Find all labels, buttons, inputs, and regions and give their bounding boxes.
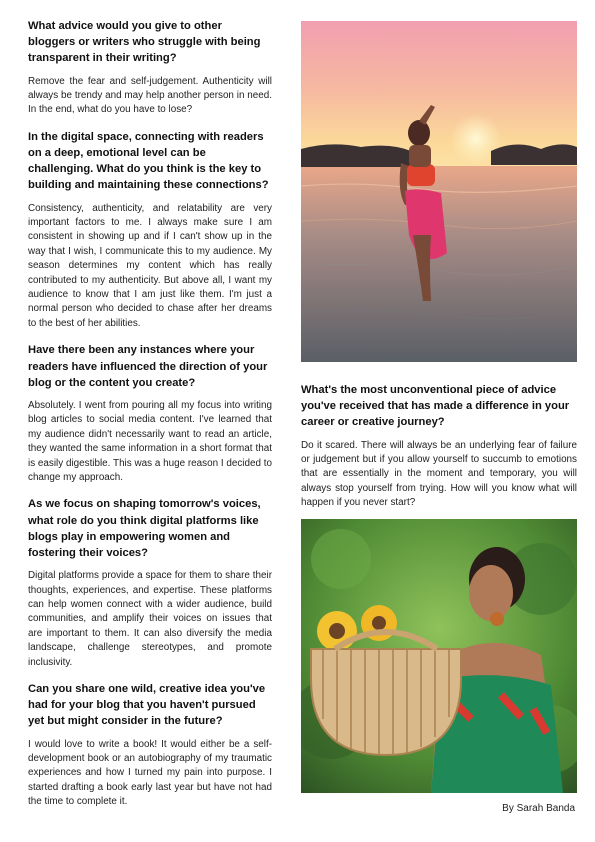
answer-2: Consistency, authenticity, and relatability are very important factors to me. I always make sure I am consistent in showing up and if I can't show up in the way that I wish, I communicate this to my audience. My season determines my content which has really contributed to my authenticity. But above all, I want my audience to know that I am just like them. I'm just a normal person who decided to chase after her dreams to the best of her abilities. <box>28 202 272 329</box>
author-byline: By Sarah Banda <box>502 803 575 814</box>
portrait-bag-photo <box>301 519 577 793</box>
question-4: As we focus on shaping tomorrow's voices, what role do you think digital platforms like blogs play in empowering women and fostering their voices? <box>28 498 261 559</box>
question-6: What's the most unconventional piece of advice you've received that has made a difference in your career or creative journey? <box>301 384 570 429</box>
answer-3: Absolutely. I went from pouring all my focus into writing blog articles to social media content. I've learned that my audience didn't necessarily want to read an article, they wanted the same information in a short format that is easily digestible. This was a huge reason I decided to change my approach. <box>28 399 272 483</box>
question-3: Have there been any instances where your readers have influenced the direction of your blog or the content you create? <box>28 344 268 389</box>
sunset-lake-photo <box>301 21 577 362</box>
left-column <box>28 18 272 821</box>
answer-5: I would love to write a book! It would either be a self-development book or an autobiography of my traumatic experiences and how I turned my pain into purpose. I started drafting a book early last year but have not had the time to complete it. <box>28 738 272 808</box>
question-5: Can you share one wild, creative idea you've had for your blog that you haven't pursued yet but might consider in the future? <box>28 683 266 728</box>
answer-1: Remove the fear and self-judgement. Authenticity will always be trendy and may help another person in need. In the end, what do you have to lose? <box>28 75 272 116</box>
question-1: What advice would you give to other bloggers or writers who struggle with being transparent in their writing? <box>28 20 261 65</box>
question-2: In the digital space, connecting with readers on a deep, emotional level can be challenging. What do you think is the key to building and maintaining these connections? <box>28 130 269 192</box>
answer-4: Digital platforms provide a space for them to share their thoughts, experiences, and expertise. These platforms can help women connect with a wider audience, build communities, and amplify their voices on issues that are important to them. It can also diversify the media landscape, challenge stereotypes, and promote inclusivity. <box>28 570 272 668</box>
answer-6: Do it scared. There will always be an underlying fear of failure or judgement but if you allow yourself to succumb to emotions that are essentially in the moment and temporary, you will always stop yourself from trying. How will you know what will happen if you never start? <box>301 439 577 509</box>
right-column-text <box>301 382 577 522</box>
